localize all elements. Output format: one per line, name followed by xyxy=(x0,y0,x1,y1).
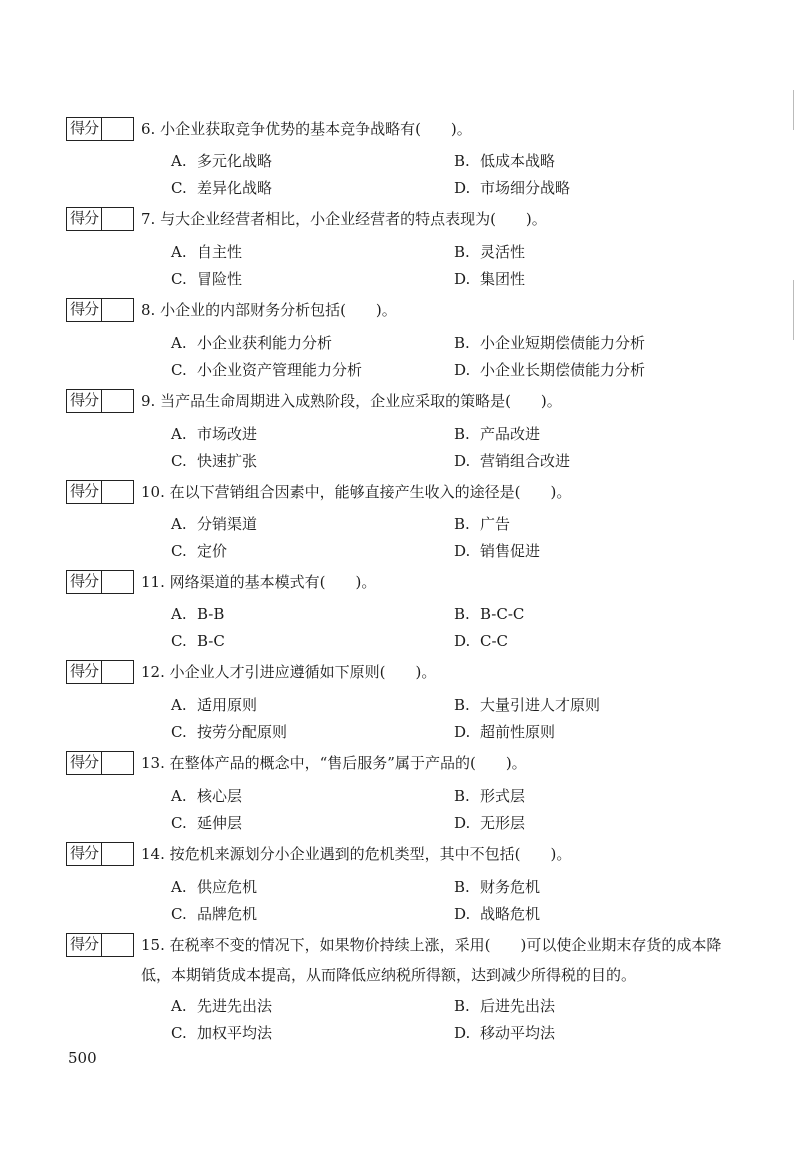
question-stem: 9. 当产品生命周期进入成熟阶段，企业应采取的策略是( )。 xyxy=(141,392,562,410)
option-letter: D. xyxy=(454,452,471,470)
question-stem: 6. 小企业获取竞争优势的基本竞争战略有( )。 xyxy=(141,120,472,138)
scan-edge-mark xyxy=(793,280,794,340)
score-label: 得分 xyxy=(67,299,102,321)
option-b xyxy=(454,877,540,897)
option-text: 大量引进人才原则 xyxy=(480,696,601,714)
option-d xyxy=(454,1023,555,1043)
option-letter: B. xyxy=(454,515,470,533)
score-label: 得分 xyxy=(67,661,102,683)
score-blank xyxy=(102,571,133,593)
option-letter: B. xyxy=(454,878,470,896)
option-b xyxy=(454,242,525,262)
option-d xyxy=(454,360,645,380)
option-a xyxy=(171,786,242,806)
option-letter: B. xyxy=(454,243,470,261)
option-text: 市场细分战略 xyxy=(480,179,571,197)
option-letter: A. xyxy=(171,696,187,714)
score-label: 得分 xyxy=(67,934,102,956)
option-text: 集团性 xyxy=(480,270,526,288)
score-blank xyxy=(102,208,133,230)
option-text: C-C xyxy=(480,632,509,650)
option-text: 先进先出法 xyxy=(197,997,273,1015)
option-letter: C. xyxy=(171,905,187,923)
option-letter: B. xyxy=(454,425,470,443)
question-stem: 14. 按危机来源划分小企业遇到的危机类型，其中不包括( )。 xyxy=(141,845,572,863)
option-letter: D. xyxy=(454,1024,471,1042)
option-a xyxy=(171,604,224,624)
option-letter: B. xyxy=(454,696,470,714)
option-c xyxy=(171,722,287,742)
option-letter: B. xyxy=(454,605,470,623)
option-a xyxy=(171,424,257,444)
option-c xyxy=(171,269,242,289)
option-letter: C. xyxy=(171,270,187,288)
question-stem: 13. 在整体产品的概念中，“售后服务”属于产品的( )。 xyxy=(141,754,527,772)
option-text: 定价 xyxy=(197,542,228,560)
option-letter: A. xyxy=(171,152,187,170)
option-letter: A. xyxy=(171,787,187,805)
option-text: 品牌危机 xyxy=(197,905,258,923)
question-stem: 11. 网络渠道的基本模式有( )。 xyxy=(141,573,377,591)
score-box xyxy=(66,933,134,957)
score-blank xyxy=(102,661,133,683)
option-text: 按劳分配原则 xyxy=(197,723,288,741)
option-text: 市场改进 xyxy=(197,425,258,443)
option-text: 营销组合改进 xyxy=(480,452,571,470)
option-b xyxy=(454,151,555,171)
option-letter: A. xyxy=(171,878,187,896)
option-text: 广告 xyxy=(480,515,511,533)
question-stem: 7. 与大企业经营者相比，小企业经营者的特点表现为( )。 xyxy=(141,210,547,228)
option-text: 冒险性 xyxy=(197,270,243,288)
option-letter: C. xyxy=(171,1024,187,1042)
option-text: 灵活性 xyxy=(480,243,526,261)
option-letter: B. xyxy=(454,334,470,352)
score-label: 得分 xyxy=(67,571,102,593)
option-d xyxy=(454,269,525,289)
option-text: 自主性 xyxy=(197,243,243,261)
option-letter: D. xyxy=(454,179,471,197)
option-text: 产品改进 xyxy=(480,425,541,443)
option-d xyxy=(454,722,555,742)
option-letter: C. xyxy=(171,179,187,197)
score-box xyxy=(66,207,134,231)
option-text: B-B xyxy=(197,605,225,623)
option-d xyxy=(454,813,525,833)
option-c xyxy=(171,541,227,561)
option-a xyxy=(171,695,257,715)
option-c xyxy=(171,451,257,471)
option-text: 销售促进 xyxy=(480,542,541,560)
option-c xyxy=(171,178,272,198)
option-text: 核心层 xyxy=(197,787,243,805)
option-letter: A. xyxy=(171,243,187,261)
option-c xyxy=(171,631,225,651)
option-letter: B. xyxy=(454,997,470,1015)
option-letter: D. xyxy=(454,814,471,832)
score-box xyxy=(66,570,134,594)
score-label: 得分 xyxy=(67,752,102,774)
option-letter: C. xyxy=(171,361,187,379)
option-c xyxy=(171,813,242,833)
option-text: 小企业资产管理能力分析 xyxy=(197,361,363,379)
question-stem: 12. 小企业人才引进应遵循如下原则( )。 xyxy=(141,663,437,681)
option-text: 延伸层 xyxy=(197,814,243,832)
score-label: 得分 xyxy=(67,118,102,140)
score-box xyxy=(66,298,134,322)
option-letter: A. xyxy=(171,997,187,1015)
option-d xyxy=(454,904,540,924)
option-a xyxy=(171,877,257,897)
option-text: 低成本战略 xyxy=(480,152,556,170)
option-a xyxy=(171,996,272,1016)
score-blank xyxy=(102,934,133,956)
option-d xyxy=(454,631,508,651)
option-d xyxy=(454,178,570,198)
option-letter: A. xyxy=(171,425,187,443)
option-text: 超前性原则 xyxy=(480,723,556,741)
option-text: 移动平均法 xyxy=(480,1024,556,1042)
option-letter: C. xyxy=(171,542,187,560)
option-b xyxy=(454,514,510,534)
option-b xyxy=(454,333,645,353)
score-box xyxy=(66,751,134,775)
page-number: 500 xyxy=(68,1049,97,1067)
option-d xyxy=(454,451,570,471)
option-text: 差异化战略 xyxy=(197,179,273,197)
option-text: 财务危机 xyxy=(480,878,541,896)
option-b xyxy=(454,786,525,806)
option-c xyxy=(171,904,257,924)
option-letter: D. xyxy=(454,542,471,560)
option-text: 无形层 xyxy=(480,814,526,832)
option-letter: A. xyxy=(171,515,187,533)
option-text: 战略危机 xyxy=(480,905,541,923)
option-text: 后进先出法 xyxy=(480,997,556,1015)
option-letter: C. xyxy=(171,723,187,741)
option-letter: B. xyxy=(454,152,470,170)
option-letter: D. xyxy=(454,905,471,923)
option-letter: D. xyxy=(454,361,471,379)
option-text: B-C xyxy=(197,632,225,650)
option-letter: D. xyxy=(454,270,471,288)
option-text: 小企业长期偿债能力分析 xyxy=(480,361,646,379)
option-a xyxy=(171,514,257,534)
option-text: 多元化战略 xyxy=(197,152,273,170)
option-letter: B. xyxy=(454,787,470,805)
option-letter: D. xyxy=(454,723,471,741)
option-text: 加权平均法 xyxy=(197,1024,273,1042)
option-b xyxy=(454,424,540,444)
option-b xyxy=(454,604,524,624)
option-text: 小企业短期偿债能力分析 xyxy=(480,334,646,352)
option-text: 小企业获利能力分析 xyxy=(197,334,333,352)
option-letter: D. xyxy=(454,632,471,650)
score-blank xyxy=(102,390,133,412)
option-text: 形式层 xyxy=(480,787,526,805)
score-box xyxy=(66,480,134,504)
score-label: 得分 xyxy=(67,481,102,503)
question-stem: 10. 在以下营销组合因素中，能够直接产生收入的途径是( )。 xyxy=(141,483,572,501)
option-text: 适用原则 xyxy=(197,696,258,714)
question-stem: 8. 小企业的内部财务分析包括( )。 xyxy=(141,301,397,319)
option-a xyxy=(171,242,242,262)
option-letter: C. xyxy=(171,452,187,470)
score-blank xyxy=(102,843,133,865)
option-letter: C. xyxy=(171,632,187,650)
option-c xyxy=(171,1023,272,1043)
score-blank xyxy=(102,299,133,321)
question-stem: 15. 在税率不变的情况下，如果物价持续上涨，采用( )可以使企业期末存货的成本降低，本期销货成本提高，从而降低应纳税所得额，达到减少所得税的目的。 xyxy=(141,936,722,984)
score-blank xyxy=(102,481,133,503)
option-text: 供应危机 xyxy=(197,878,258,896)
score-label: 得分 xyxy=(67,208,102,230)
score-label: 得分 xyxy=(67,390,102,412)
score-box xyxy=(66,389,134,413)
score-label: 得分 xyxy=(67,843,102,865)
option-d xyxy=(454,541,540,561)
option-text: B-C-C xyxy=(480,605,525,623)
score-blank xyxy=(102,118,133,140)
option-b xyxy=(454,695,600,715)
option-c xyxy=(171,360,362,380)
option-a xyxy=(171,333,332,353)
option-text: 快速扩张 xyxy=(197,452,258,470)
option-letter: A. xyxy=(171,334,187,352)
option-letter: A. xyxy=(171,605,187,623)
option-b xyxy=(454,996,555,1016)
scan-edge-mark xyxy=(793,90,794,130)
score-box xyxy=(66,660,134,684)
option-a xyxy=(171,151,272,171)
option-letter: C. xyxy=(171,814,187,832)
score-box xyxy=(66,842,134,866)
score-blank xyxy=(102,752,133,774)
option-text: 分销渠道 xyxy=(197,515,258,533)
score-box xyxy=(66,117,134,141)
